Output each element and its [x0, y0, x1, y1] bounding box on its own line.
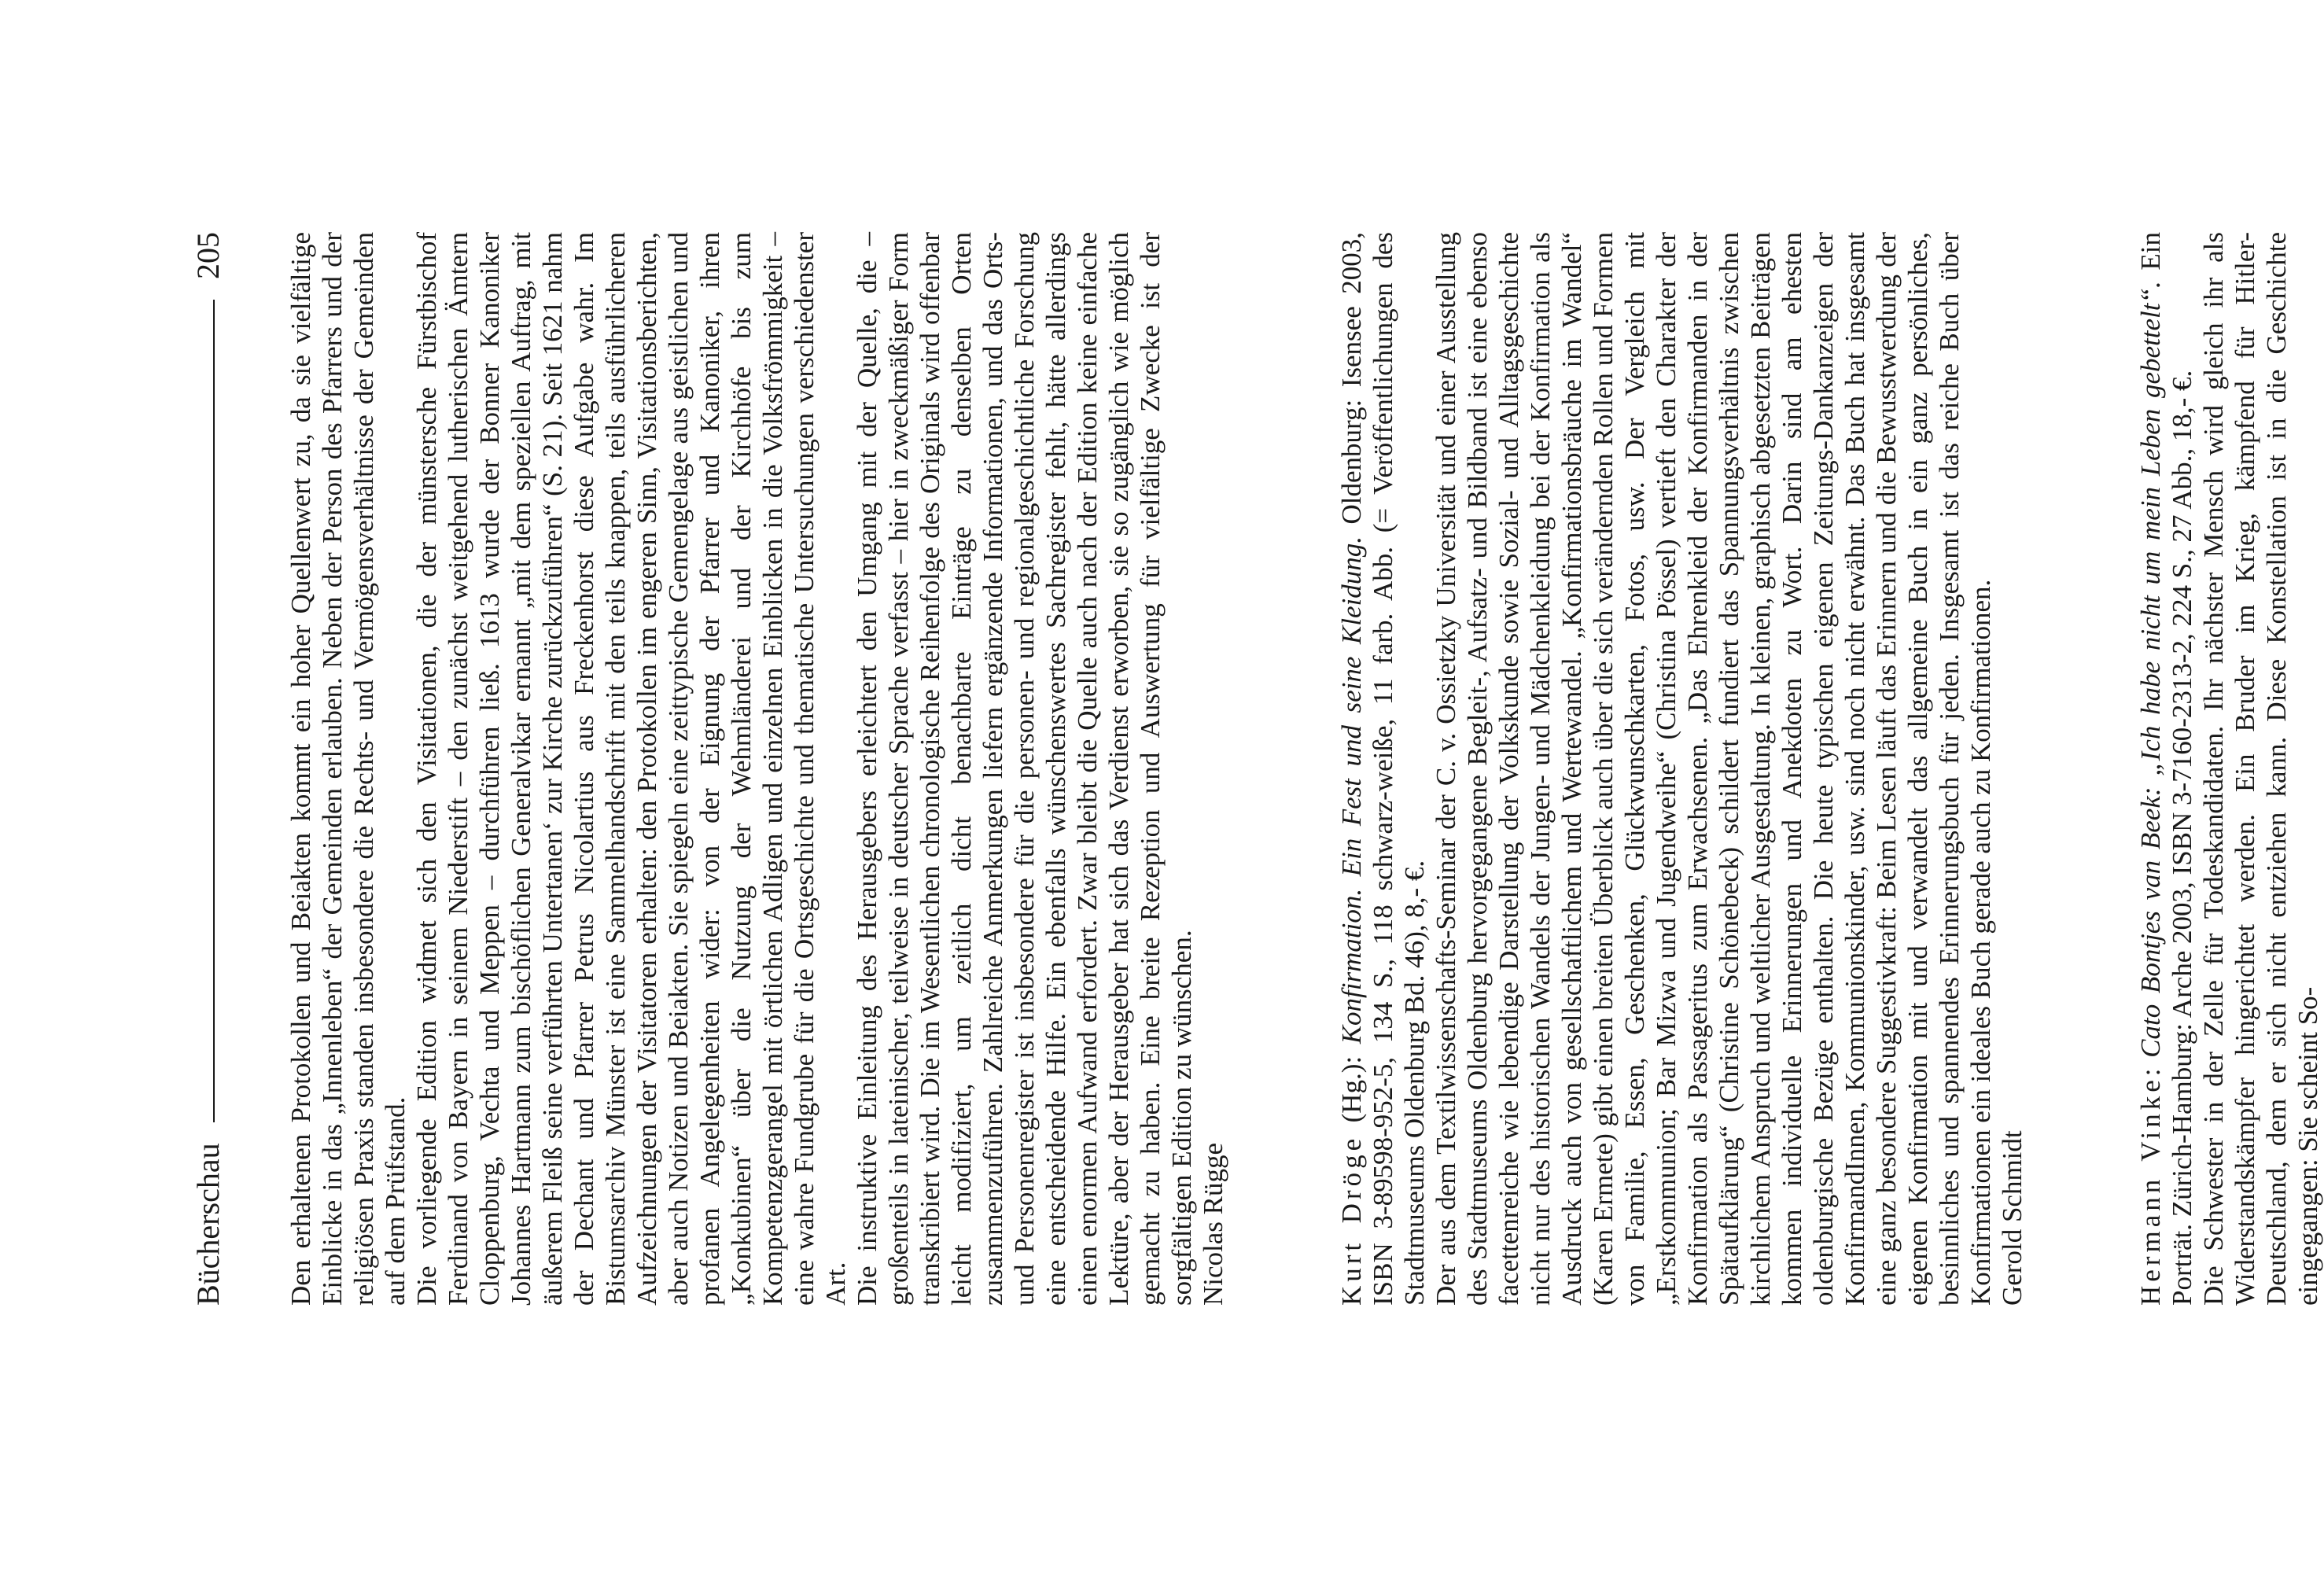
review-2-book-title: Konfirmation. Ein Fest und seine Kleidung.: [1336, 536, 1367, 1044]
review-3-book-title: Cato Bontjes van Beek: „Ich habe nicht um mein Leben gebettelt“.: [2135, 281, 2166, 1058]
section-title: Bücherschau: [190, 1143, 226, 1306]
review-2-citation: [1336, 232, 1431, 1306]
rotated-book-page: [157, 173, 2323, 1400]
review-3-author-suffix: :: [2135, 1057, 2166, 1077]
review-1-paragraph: Die instruktive Einleitung des Herausgebers erleichtert den Umgang mit der Quelle, die – großenteils in lateinischer, teilweise in deutscher Sprache verfasst – hier in zweckmäßiger Form transkribiert wird. Die im Wesentlichen chronologische Reihenfolge des Originals wird offenbar leicht modifiziert, um zeitlich dicht benachbarte Einträge zu denselben Orten zusammenzuführen. Zahlreiche Anmerkungen liefern ergänzende Informationen, und das Orts- und Personenregister ist insbesondere für die personen- und regionalgeschichtliche Forschung eine entscheidende Hilfe. Ein ebenfalls wünschenswertes Sachregister fehlt, hätte allerdings einen enormen Aufwand erfordert. Zwar bleibt die Quelle auch nach der Edition keine einfache Lektüre, aber der Herausgeber hat sich das Verdienst erworben, sie so zugänglich wie möglich gemacht zu haben. Eine breite Rezeption und Auswertung für vielfältige Zwecke ist der sorgfältigen Edition zu wünschen.: [852, 232, 1197, 1306]
header-rule: [213, 300, 215, 1122]
running-head: [190, 232, 226, 1306]
review-2-bibliography: Oldenburg: Isensee 2003, ISBN 3-89598-952-5, 134 S., 118 schwarz-weiße, 11 farb. Abb. (= Veröffentlichungen des Stadtmuseums Oldenburg Bd. 46), 8,- €.: [1336, 232, 1430, 1306]
page-number: 205: [190, 232, 226, 279]
review-3-citation: [2135, 232, 2198, 1306]
review-2-editor-suffix: (Hg.):: [1336, 1044, 1367, 1135]
review-1: [285, 232, 1229, 1306]
review-3: [2135, 232, 2324, 1306]
review-2-signature: Gerold Schmidt: [1997, 1130, 2028, 1306]
review-3-paragraph: Die Schwester in der Zelle für Todeskandidaten. Ihr nächster Mensch wird gleich ihr als Widerstandskämpfer hingerichtet werden. Ein Bruder im Krieg, kämpfend für Hitler-Deutschland, dem er sich nicht entziehen kann. Diese Konstellation ist in die Geschichte eingegangen: Sie scheint So-: [2198, 232, 2323, 1306]
review-1-paragraph: Den erhaltenen Protokollen und Beiakten kommt ein hoher Quellenwert zu, da sie vielfältige Einblicke in das „Innenleben“ der Gemeinden erlauben. Neben der Person des Pfarrers und der religiösen Praxis standen insbesondere die Rechts- und Vermögensverhältnisse der Gemeinden auf dem Prüfstand.: [285, 232, 411, 1306]
review-3-author: Hermann Vinke: [2135, 1076, 2166, 1306]
review-2: [1336, 232, 2028, 1306]
review-2-author: Kurt Dröge: [1336, 1134, 1367, 1306]
review-1-paragraph: Die vorliegende Edition widmet sich den Visitationen, die der münstersche Fürstbischof Ferdinand von Bayern in seinem Niederstift – den zunächst weitgehend lutherischen Ämtern Cloppenburg, Vechta und Meppen – durchführen ließ. 1613 wurde der Bonner Kanoniker Johannes Hartmann zum bischöflichen Generalvikar ernannt „mit dem speziellen Auftrag, mit äußerem Fleiß seine verführten Untertanen‘ zur Kirche zurückzuführen“ (S. 21). Seit 1621 nahm der Dechant und Pfarrer Petrus Nicolartius aus Freckenhorst diese Aufgabe wahr. Im Bistumsarchiv Münster ist eine Sammelhandschrift mit den teils knappen, teils ausführlicheren Aufzeichnungen der Visitatoren erhalten: den Protokollen im engeren Sinn, Visitationsberichten, aber auch Notizen und Beiakten. Sie spiegeln eine zeittypische Gemengelage aus geistlichen und profanen Angelegenheiten wider: von der Eignung der Pfarrer und Kanoniker, ihren „Konkubinen“ über die Nutzung der Wehmländerei und der Kirchhöfe bis zum Kompetenzgerangel mit örtlichen Adligen und einzelnen Einblicken in die Volksfrömmigkeit – eine wahre Fundgrube für die Ortsgeschichte und thematische Untersuchungen verschiedenster Art.: [411, 232, 851, 1306]
review-2-paragraph: Der aus dem Textilwissenschafts-Seminar der C. v. Ossietzky Universität und einer Ausstellung des Stadtmuseums Oldenburg hervorgegangene Begleit-, Aufsatz- und Bildband ist eine ebenso facettenreiche wie lebendige Darstellung der Volkskunde sowie Sozial- und Alltagsgeschichte nicht nur des historischen Wandels der Jungen- und Mädchenkleidung bei der Konfirmation als Ausdruck auch von gesellschaftlichem und Wertewandel. „Konfirmationsbräuche im Wandel“ (Karen Ermete) gibt einen breiten Überblick auch über die sich verändernden Rollen und Formen von Familie, Essen, Geschenken, Glückwunschkarten, Fotos, usw. Der Vergleich mit „Erstkommunion; Bar Mizwa und Jugendweihe“ (Christina Pössel) vertieft den Charakter der Konfirmation als Passageritus zum Erwachsenen. „Das Ehrenkleid der Konfirmanden in der Spätaufklärung“ (Christine Schönebeck) schildert fundiert das Spannungsverhältnis zwischen kirchlichem Anspruch und weltlicher Ausgestaltung. In kleinen, graphisch abgesetzten Beiträgen kommen individuelle Erinnerungen und Anekdoten zu Wort. Darin sind am ehesten oldenburgische Bezüge enthalten. Die heute typischen eigenen Zeitungs-Dankanzeigen der KonfirmandInnen, Kommunionskinder, usw. sind noch nicht erwähnt. Das Buch hat insgesamt eine ganz besondere Suggestivkraft: Beim Lesen läuft das Erinnern und die Bewusstwerdung der eigenen Konfirmation mit und verwandelt das allgemeine Buch in ein ganz persönliches, besinnliches und spannendes Erinnerungsbuch für jeden. Insgesamt ist das reiche Buch über Konfirmationen ein ideales Buch gerade auch zu Konfirmationen.: [1431, 232, 1996, 1306]
review-1-signature: Nicolas Rügge: [1198, 1142, 1228, 1306]
review-3-bibliography: Ein Porträt. Zürich-Hamburg: Arche 2003, ISBN 3-7160-2313-2, 224 S., 27 Abb., 18,- €.: [2135, 232, 2197, 1306]
